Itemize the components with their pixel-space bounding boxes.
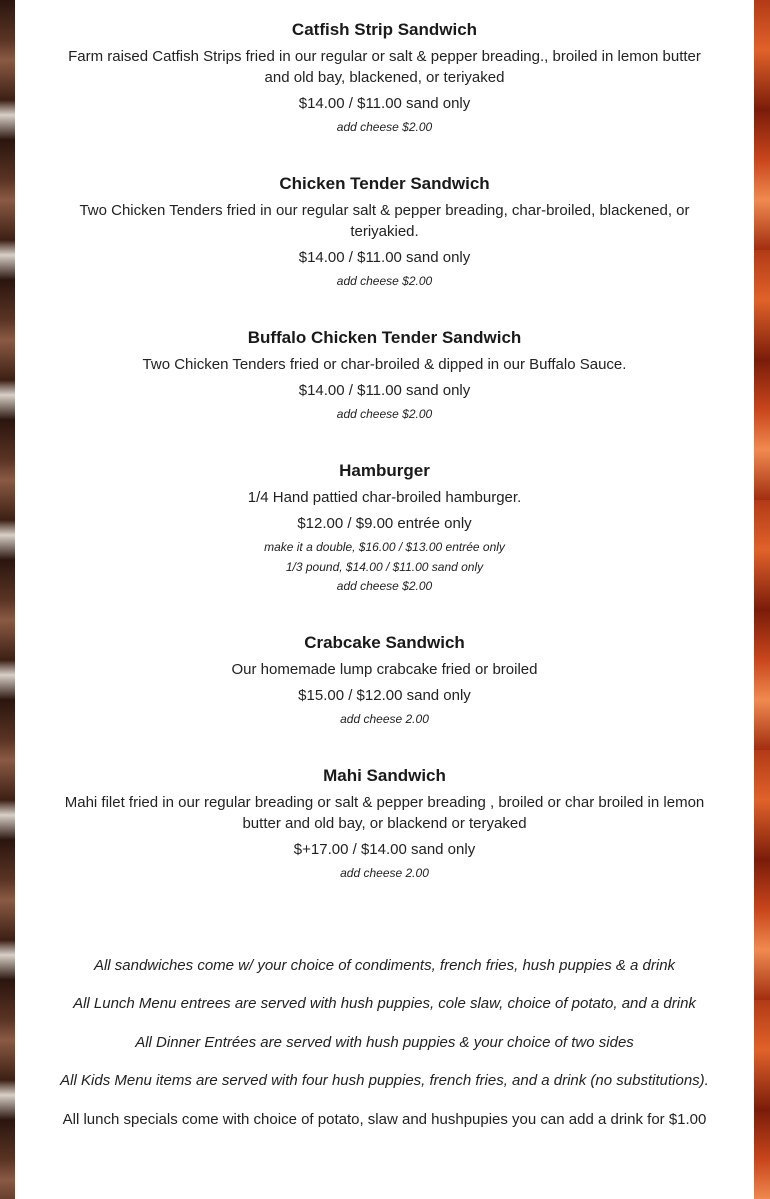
footer-lunch-note: All Lunch Menu entrees are served with hush puppies, cole slaw, choice of potato, and a drink	[73, 995, 696, 1012]
item-title: Mahi Sandwich	[323, 766, 446, 785]
item-title: Hamburger	[339, 461, 430, 480]
menu-page	[15, 0, 754, 1199]
item-note: add cheese $2.00	[336, 407, 433, 421]
item-description: Two Chicken Tenders fried in our regular salt & pepper breading, char-broiled, blackened, or teriyakied.	[79, 202, 690, 240]
item-note: add cheese $2.00	[336, 274, 433, 288]
item-price: $+17.00 / $14.00 sand only	[293, 841, 476, 858]
item-note: 1/3 pound, $14.00 / $11.00 sand only	[285, 559, 484, 574]
background-photo-left	[0, 0, 15, 1199]
item-notes	[55, 272, 714, 292]
item-note: make it a double, $16.00 / $13.00 entrée only	[264, 540, 505, 554]
menu-item-buffalo-chicken-tender-sandwich	[55, 328, 714, 425]
item-note: add cheese 2.00	[340, 866, 429, 880]
menu-item-catfish-strip-sandwich	[55, 20, 714, 138]
menu-item-hamburger	[55, 461, 714, 597]
item-title: Buffalo Chicken Tender Sandwich	[247, 328, 522, 347]
item-notes	[55, 864, 714, 884]
item-price: $14.00 / $11.00 sand only	[298, 382, 471, 399]
footer-specials-note: All lunch specials come with choice of potato, slaw and hushpupies you can add a drink for $1.00	[62, 1111, 707, 1128]
item-notes	[55, 710, 714, 730]
item-price: $14.00 / $11.00 sand only	[298, 95, 471, 112]
item-description: Mahi filet fried in our regular breading or salt & pepper breading , broiled or char broiled in lemon butter and old bay, or blackend or teryaked	[64, 794, 705, 832]
item-title: Crabcake Sandwich	[304, 633, 465, 652]
item-price: $12.00 / $9.00 entrée only	[297, 515, 472, 532]
item-description: Farm raised Catfish Strips fried in our regular or salt & pepper breading., broiled in lemon butter and old bay, blackened, or teriyaked	[68, 48, 701, 86]
item-note: add cheese 2.00	[340, 712, 429, 726]
item-title: Catfish Strip Sandwich	[291, 20, 478, 39]
item-price: $14.00 / $11.00 sand only	[298, 249, 471, 266]
item-description: Our homemade lump crabcake fried or broiled	[231, 661, 538, 678]
item-description: Two Chicken Tenders fried or char-broiled & dipped in our Buffalo Sauce.	[142, 356, 627, 373]
item-title: Chicken Tender Sandwich	[279, 174, 490, 193]
menu-item-chicken-tender-sandwich	[55, 174, 714, 292]
item-note: add cheese $2.00	[336, 579, 433, 593]
item-description: 1/4 Hand pattied char-broiled hamburger.	[247, 489, 522, 506]
item-notes	[55, 405, 714, 425]
background-photo-right	[754, 0, 770, 1199]
footer-kids-note: All Kids Menu items are served with four hush puppies, french fries, and a drink (no substitutions).	[60, 1072, 709, 1089]
footer-dinner-note: All Dinner Entrées are served with hush puppies & your choice of two sides	[135, 1034, 634, 1051]
item-notes	[55, 118, 714, 138]
item-price: $15.00 / $12.00 sand only	[298, 687, 471, 704]
item-notes	[55, 538, 714, 597]
menu-item-mahi-sandwich	[55, 766, 714, 884]
footer-sandwiches-note: All sandwiches come w/ your choice of condiments, french fries, hush puppies & a drink	[93, 957, 676, 974]
menu-item-crabcake-sandwich	[55, 633, 714, 730]
item-note: add cheese $2.00	[336, 120, 433, 134]
